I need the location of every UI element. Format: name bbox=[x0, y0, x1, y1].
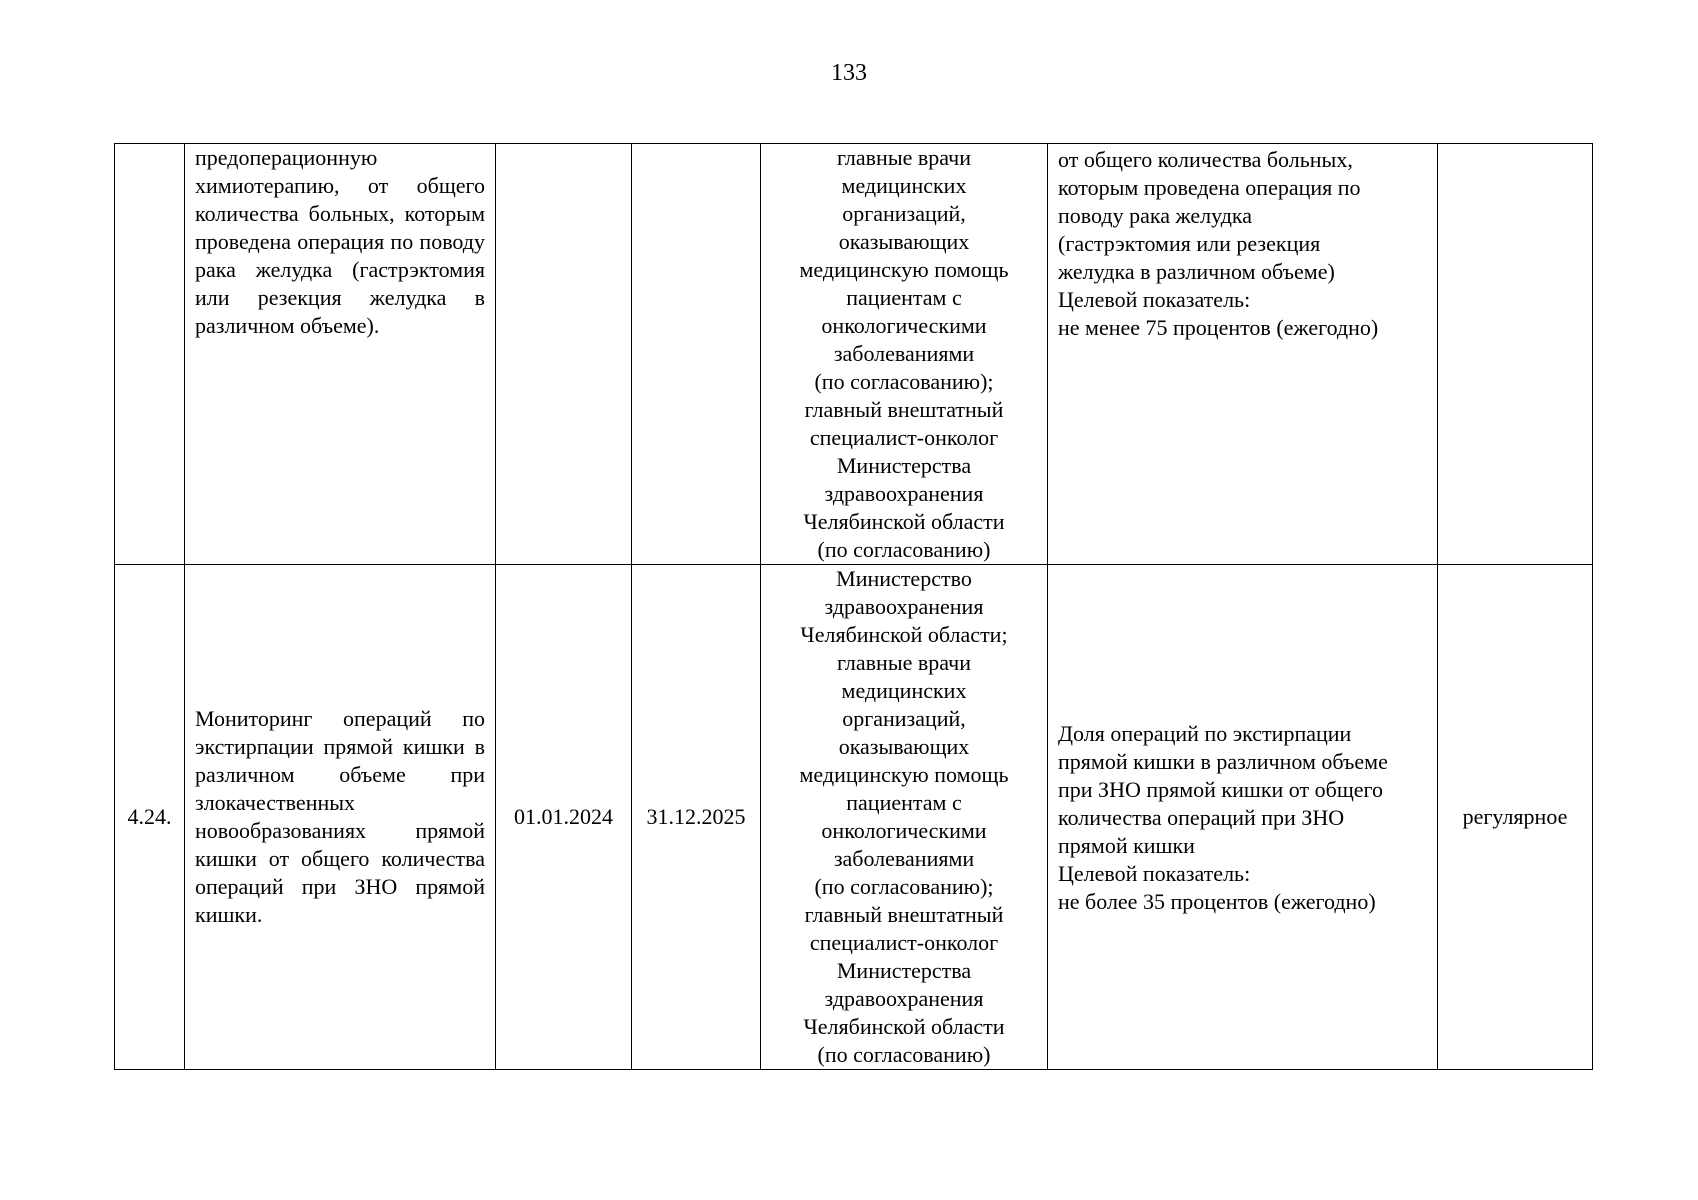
responsible-cell: главные врачи медицинских организаций, оказывающих медицинскую помощь пациентам с онкологическими заболеваниями (по согласованию); главный внештатный специалист-онколог Министерства здравоохранения Челябинской области (по согласованию) bbox=[761, 144, 1048, 565]
measures-table bbox=[114, 143, 1593, 1070]
table-row bbox=[115, 565, 1593, 1070]
page-number: 133 bbox=[831, 60, 867, 86]
indicator-cell bbox=[1048, 144, 1438, 565]
start-date-cell bbox=[496, 144, 632, 565]
start-date-cell: 01.01.2024 bbox=[496, 565, 632, 1070]
end-date-cell: 31.12.2025 bbox=[632, 565, 761, 1070]
row-number-cell: 4.24. bbox=[115, 565, 185, 1070]
description-cell bbox=[185, 144, 496, 565]
description-cell bbox=[185, 565, 496, 1070]
indicator-text: Доля операций по экстирпации прямой кишки в различном объеме при ЗНО прямой кишки от общего количества операций при ЗНО прямой кишки Целевой показатель: не более 35 процентов (ежегодно) bbox=[1058, 721, 1388, 914]
indicator-cell bbox=[1048, 565, 1438, 1070]
frequency-cell bbox=[1438, 144, 1593, 565]
end-date-cell bbox=[632, 144, 761, 565]
table-row bbox=[115, 144, 1593, 565]
frequency-cell: регулярное bbox=[1438, 565, 1593, 1070]
indicator-text: от общего количества больных, которым проведена операция по поводу рака желудка (гастрэктомия или резекция желудка в различном объеме) Целевой показатель: не менее 75 процентов (ежегодно) bbox=[1058, 147, 1379, 340]
description-text: предоперационную химиотерапию, от общего количества больных, которым проведена операция по поводу рака желудка (гастрэктомия или резекция желудка в различном объеме). bbox=[195, 145, 485, 338]
row-number-cell bbox=[115, 144, 185, 565]
responsible-cell: Министерство здравоохранения Челябинской области; главные врачи медицинских организаций, оказывающих медицинскую помощь пациентам с онкологическими заболеваниями (по согласованию); главный внештатный специалист-онколог Министерства здравоохранения Челябинской области (по согласованию) bbox=[761, 565, 1048, 1070]
description-text: Мониторинг операций по экстирпации прямой кишки в различном объеме при злокачественных новообразованиях прямой кишки от общего количества операций при ЗНО прямой кишки. bbox=[195, 706, 485, 927]
